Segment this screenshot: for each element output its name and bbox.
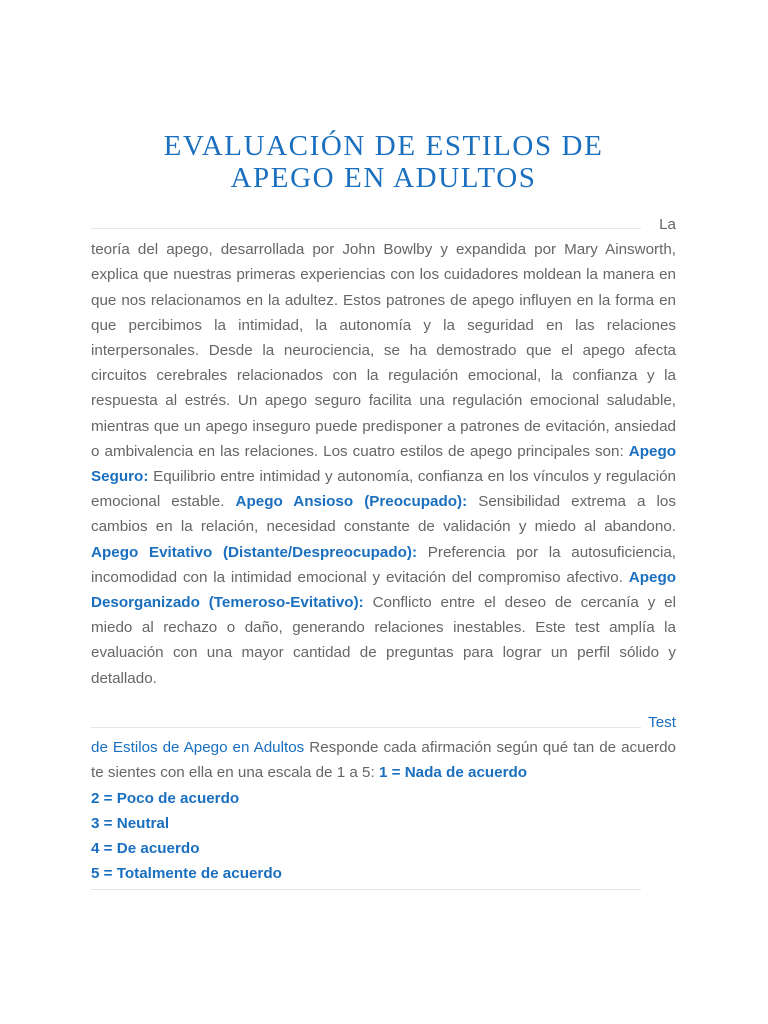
style-desc-seguro: Equilibrio entre intimidad y autonomía, confianza en los vínculos y regulación emocional estable. xyxy=(91,468,676,511)
style-label-seguro: Apego Seguro: xyxy=(91,442,676,486)
style-desc-evitativo: Preferencia por la autosuficiencia, incomodidad con la intimidad emocional y evitación del compromiso afectivo. xyxy=(91,543,676,586)
test-link-lead[interactable]: Test xyxy=(648,714,676,731)
test-paragraph xyxy=(91,710,676,886)
intro-body: teoría del apego, desarrollada por John Bowlby y expandida por Mary Ainsworth, explica que nuestras primeras experiencias con los cuidadores moldean la manera en que nos relacionamos en la adultez. Estos patrones de apego influyen en la forma en que percibimos la intimidad, la autonomía y la seguridad en las relaciones interpersonales. Desde la neurociencia, se ha demostrado que el apego afecta circuitos cerebrales relacionados con la regulación emocional, la confianza y la respuesta al estrés. Un apego seguro facilita una regulación emocional saludable, mientras que un apego inseguro puede predisponer a patrones de evitación, ansiedad o ambivalencia en las relaciones. Los cuatro estilos de apego principales son: xyxy=(91,241,676,460)
style-label-desorganizado: Apego Desorganizado (Temeroso-Evitativo): xyxy=(91,568,676,612)
scale-item-3: 3 = Neutral xyxy=(91,814,170,832)
scale-item-2: 2 = Poco de acuerdo xyxy=(91,789,240,807)
test-instruction: Responde cada afirmación según qué tan de acuerdo te sientes con ella en una escala de 1 a 5: xyxy=(91,739,676,782)
page-title xyxy=(91,130,676,194)
style-label-ansioso: Apego Ansioso (Preocupado): xyxy=(235,493,468,511)
divider xyxy=(91,889,641,890)
style-desc-ansioso: Sensibilidad extrema a los cambios en la relación, necesidad constante de validación y miedo al abandono. xyxy=(91,493,676,536)
style-label-evitativo: Apego Evitativo (Distante/Despreocupado): xyxy=(91,543,418,561)
scale-item-5: 5 = Totalmente de acuerdo xyxy=(91,865,282,883)
scale-item-4: 4 = De acuerdo xyxy=(91,840,200,858)
style-desc-desorganizado: Conflicto entre el deseo de cercanía y el miedo al rechazo o daño, generando relaciones inestables. Este test amplía la evaluación con una mayor cantidad de preguntas para lograr un perfil sólido y detallado. xyxy=(91,594,676,687)
scale-item-1: 1 = Nada de acuerdo xyxy=(378,764,528,782)
intro-paragraph xyxy=(91,212,676,691)
title-line-2: APEGO EN ADULTOS xyxy=(230,162,537,194)
title-line-1: EVALUACIÓN DE ESTILOS DE xyxy=(163,130,604,162)
test-link[interactable]: de Estilos de Apego en Adultos xyxy=(91,739,305,757)
intro-lead-word: La xyxy=(659,216,676,233)
